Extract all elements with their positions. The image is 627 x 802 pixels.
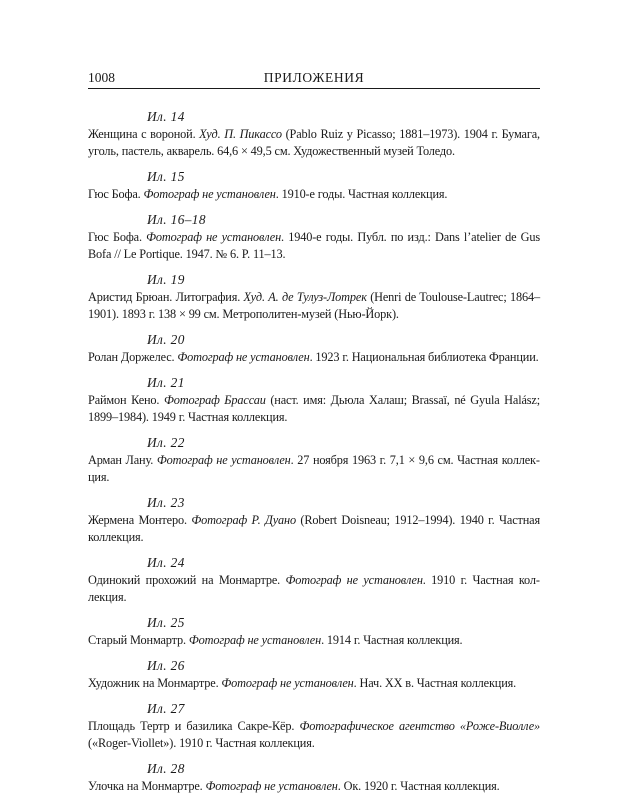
caption-text: . Ок. 1920 г. Частная коллекция. (337, 779, 500, 793)
caption-text: (Pablo Ruiz y Picasso; 1881–1973). 1904 г. Бумага, уголь, пастель, акварель. 64,6 × 49,5 см. Художественный музей Толедо. (88, 127, 540, 158)
caption-italic-text: Фотограф не установлен (221, 676, 354, 690)
illustration-entry (88, 210, 540, 263)
caption-italic-text: Фотограф Брассаи (163, 393, 266, 407)
caption-text: Художник на Монмартре. (88, 676, 222, 690)
caption-italic-text: Худ. А. де Тулуз-Лотрек (243, 290, 367, 304)
illustration-caption (88, 126, 540, 160)
caption-text: (наст. имя: Дьюла Халаш; Brassaï, né Gyula Halász; 1899–1984). 1949 г. Частная коллекция. (88, 393, 540, 424)
illustration-label: Ил. 16–18 (147, 212, 206, 227)
illustration-label: Ил. 15 (147, 169, 185, 184)
caption-italic-text: Худ. П. Пикассо (199, 127, 282, 141)
caption-italic-text: Фотограф не установлен (156, 453, 291, 467)
caption-text: Ролан Доржелес. (88, 350, 178, 364)
illustration-caption (88, 572, 540, 606)
caption-italic-text: Фотографическое агентство «Роже-Виолле» (299, 719, 540, 733)
caption-italic-text: Фотограф не установлен (143, 187, 276, 201)
caption-italic-text: Фотограф не установлен (146, 230, 282, 244)
illustration-entry (88, 493, 540, 546)
illustration-entry (88, 656, 540, 692)
illustration-entry (88, 613, 540, 649)
caption-text: Гюс Бофа. (88, 187, 144, 201)
caption-italic-text: Фотограф не установлен (285, 573, 423, 587)
illustration-label: Ил. 14 (147, 109, 185, 124)
illustration-entry (88, 433, 540, 486)
illustration-caption (88, 675, 540, 692)
illustration-label: Ил. 26 (147, 658, 185, 673)
illustration-label: Ил. 24 (147, 555, 185, 570)
caption-italic-text: Фотограф не установлен (188, 633, 322, 647)
illustration-entry (88, 330, 540, 366)
illustration-entry (88, 553, 540, 606)
illustration-label: Ил. 21 (147, 375, 185, 390)
illustration-caption (88, 778, 540, 795)
caption-text: (Robert Doisneau; 1912–1994). 1940 г. Частная коллекция. (88, 513, 540, 544)
caption-text: Раймон Кено. (88, 393, 164, 407)
illustration-caption (88, 186, 540, 203)
caption-text: («Roger-Viollet»). 1910 г. Частная коллекция. (88, 736, 315, 750)
illustration-list (88, 107, 540, 802)
caption-text: . 1940-е годы. Публ. по изд.: Dans l’atelier de Gus Bofa // Le Portique. 1947. № 6. P. 11–13. (88, 230, 540, 261)
illustration-entry (88, 373, 540, 426)
illustration-label: Ил. 19 (147, 272, 185, 287)
caption-text: . 1914 г. Частная коллекция. (321, 633, 463, 647)
illustration-entry (88, 167, 540, 203)
illustration-label: Ил. 23 (147, 495, 185, 510)
illustration-caption (88, 512, 540, 546)
illustration-label: Ил. 27 (147, 701, 185, 716)
caption-text: Площадь Тертр и базилика Сакре-Кёр. (88, 719, 300, 733)
illustration-caption (88, 229, 540, 263)
caption-text: Женщина с вороной. (88, 127, 200, 141)
illustration-caption (88, 718, 540, 752)
caption-italic-text: Фотограф Р. Дуано (191, 513, 296, 527)
illustration-caption (88, 289, 540, 323)
page-header (88, 67, 540, 87)
illustration-label: Ил. 25 (147, 615, 185, 630)
illustration-entry (88, 270, 540, 323)
caption-italic-text: Фотограф не установлен (177, 350, 310, 364)
caption-text: Аристид Брюан. Литография. (88, 290, 244, 304)
illustration-label: Ил. 28 (147, 761, 185, 776)
caption-text: . 1910 г. Частная коллекция. (88, 573, 540, 604)
page-number: 1008 (88, 70, 115, 85)
caption-text: Жермена Монтеро. (88, 513, 192, 527)
caption-text: . 27 ноября 1963 г. 7,1 × 9,6 см. Частная коллекция. (88, 453, 540, 484)
running-title: ПРИЛОЖЕНИЯ (263, 70, 365, 85)
illustration-entry (88, 759, 540, 795)
illustration-caption (88, 452, 540, 486)
illustration-caption (88, 632, 540, 649)
illustration-label: Ил. 22 (147, 435, 185, 450)
caption-text: Улочка на Монмартре. (88, 779, 206, 793)
caption-text: Гюс Бофа. (88, 230, 147, 244)
header-rule (88, 88, 540, 89)
caption-text: Одинокий прохожий на Монмартре. (88, 573, 286, 587)
illustration-entry (88, 107, 540, 160)
caption-text: Арман Лану. (88, 453, 157, 467)
caption-text: . Нач. XX в. Частная коллекция. (353, 676, 517, 690)
caption-text: (Henri de Toulouse-Lautrec; 1864–1901). 1893 г. 138 × 99 см. Метрополитен-музей (Нью-Йорк). (88, 290, 541, 321)
illustration-caption (88, 392, 540, 426)
illustration-entry (88, 699, 540, 752)
caption-text: . 1923 г. Национальная библиотека Франции. (309, 350, 539, 364)
caption-text: Старый Монмартр. (88, 633, 189, 647)
illustration-label: Ил. 20 (147, 332, 185, 347)
illustration-caption (88, 349, 540, 366)
caption-text: . 1910-е годы. Частная коллекция. (275, 187, 448, 201)
caption-italic-text: Фотограф не установлен (205, 779, 338, 793)
